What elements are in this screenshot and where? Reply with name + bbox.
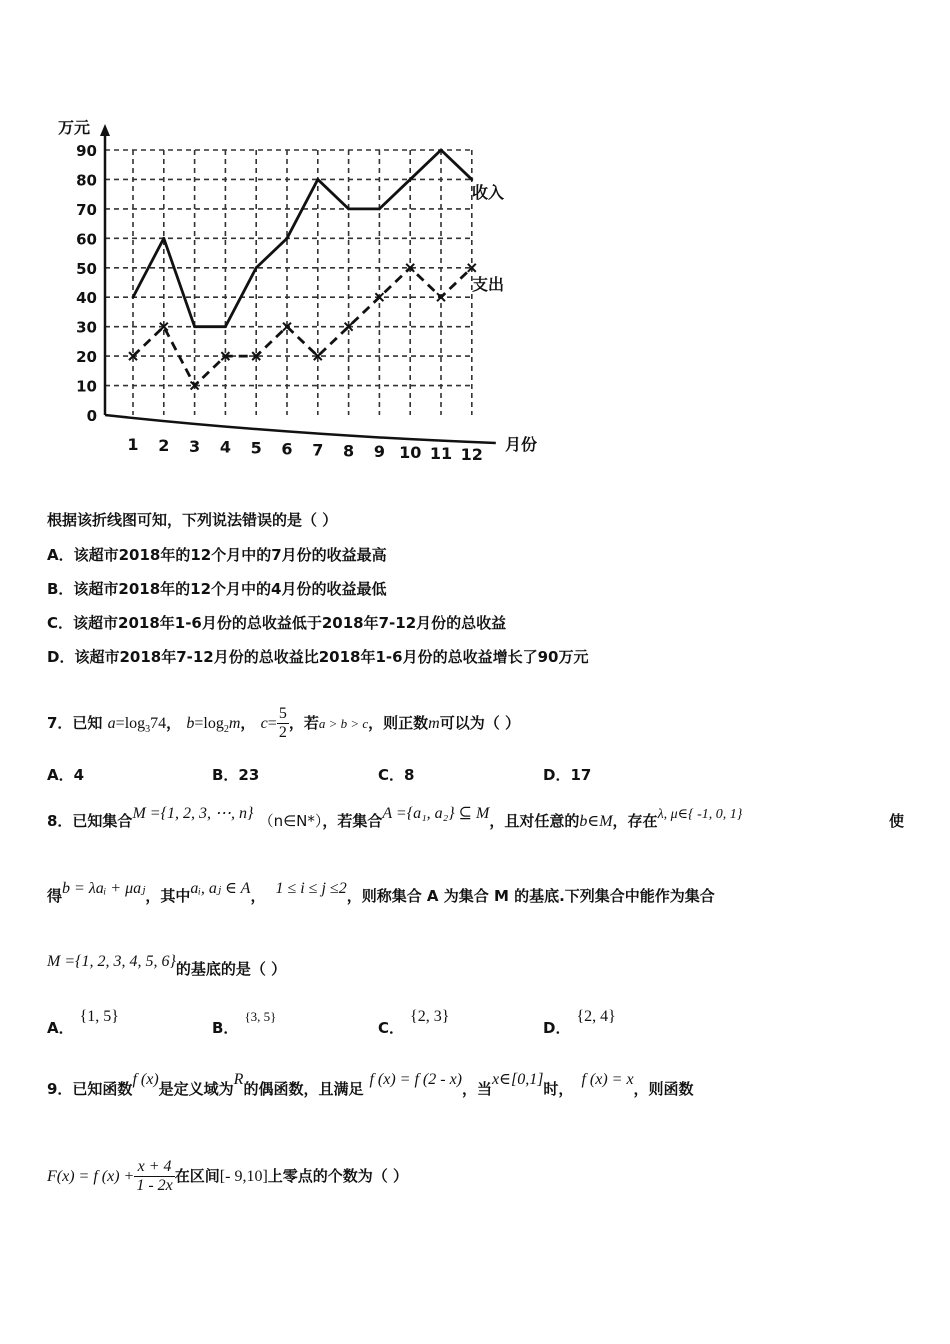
income-point (378, 207, 381, 210)
q8-line3: M ={1, 2, 3, 4, 5, 6}的基底的是（ ） (47, 953, 287, 978)
income-point (409, 178, 412, 181)
q8-option-b[interactable]: B．{3, 5} (212, 1009, 277, 1037)
y-tick-label: 70 (76, 200, 97, 219)
y-tick-label: 10 (76, 377, 97, 396)
x-tick-label: 8 (343, 441, 355, 461)
x-tick-label: 11 (429, 444, 453, 463)
income-point (347, 207, 350, 210)
y-axis-arrow-icon (100, 124, 110, 136)
y-tick-label: 80 (76, 171, 97, 190)
income-point (193, 325, 196, 328)
line-chart (40, 105, 550, 475)
x-tick-label: 10 (399, 443, 422, 463)
chart-ticks (76, 142, 483, 464)
income-point (162, 237, 165, 240)
x-tick-label: 6 (281, 439, 293, 459)
y-tick-label: 20 (76, 348, 97, 367)
q8-line1: 8．已知集合M ={1, 2, 3, ⋯, n} （n∈N*），若集合A ={a₁, a₂} ⊆ M，且对任意的b∈M，存在λ, μ∈{ -1, 0, 1} 使 (47, 805, 905, 830)
q6-option-d[interactable]: D．该超市2018年7-12月份的总收益比2018年1-6月份的总收益增长了90万元 (47, 648, 589, 666)
y-tick-label: 40 (76, 289, 97, 308)
q7-option-c[interactable]: C．8 (378, 766, 415, 784)
income-point (286, 237, 289, 240)
q8-option-a[interactable]: A．{1, 5} (47, 1008, 119, 1037)
q6-option-c[interactable]: C．该超市2018年1-6月份的总收益低于2018年7-12月份的总收益 (47, 614, 507, 632)
x-tick-label: 1 (127, 435, 139, 454)
y-tick-label: 0 (86, 407, 97, 425)
q6-option-a[interactable]: A．该超市2018年的12个月中的7月份的收益最高 (47, 546, 387, 564)
x-tick-label: 12 (460, 444, 483, 464)
x-tick-label: 3 (189, 436, 201, 456)
q7-option-a[interactable]: A．4 (47, 766, 85, 784)
q9-line1: 9．已知函数f (x)是定义域为R的偶函数，且满足f (x) = f (2 - x)，当x∈[0,1]时，f (x) = x，则函数 (47, 1071, 694, 1098)
chart-series (129, 149, 476, 390)
q6-stem: 根据该折线图可知，下列说法错误的是（ ） (47, 511, 338, 529)
q9-line2: F(x) = f (x) + $\frac{x + 4}{1 - 2x}$ 在区间[- 9,10]上零点的个数为（ ） (47, 1158, 408, 1194)
income-point (440, 149, 443, 152)
q8-line2: 得b = λaᵢ + μaⱼ，其中aᵢ, aⱼ ∈ A， 1 ≤ i ≤ j ≤2，则称集合 A 为集合 M 的基底.下列集合中能作为集合 (47, 880, 715, 905)
q8-option-d[interactable]: D．{2, 4} (543, 1008, 616, 1037)
q6-option-b[interactable]: B．该超市2018年的12个月中的4月份的收益最低 (47, 580, 387, 598)
q7-stem: 7．已知 $a=\log_374$， $b=\log_2m$， c= $\frac{5}{2}$ ，若a > b > c，则正数m可以为（ ） (47, 705, 520, 741)
income-point (316, 178, 319, 181)
x-tick-label: 9 (373, 442, 385, 462)
q8-option-c[interactable]: C．{2, 3} (378, 1008, 450, 1037)
x-tick-label: 4 (219, 437, 231, 457)
y-tick-label: 30 (76, 318, 97, 337)
y-tick-label: 60 (76, 230, 97, 249)
y-axis-label: 万元 (58, 118, 91, 137)
chart-axes (100, 124, 496, 443)
x-tick-label: 7 (312, 440, 324, 460)
chart-grid (105, 150, 474, 415)
income-point (255, 266, 258, 269)
x-tick-label: 2 (158, 435, 170, 455)
q7-option-d[interactable]: D．17 (543, 766, 592, 784)
x-tick-label: 5 (250, 438, 262, 458)
income-point (132, 296, 135, 299)
income-point (470, 178, 473, 181)
y-tick-label: 90 (76, 142, 97, 160)
legend-expense: 支出 (472, 275, 505, 294)
q7-option-b[interactable]: B．23 (212, 766, 260, 784)
y-tick-label: 50 (76, 259, 97, 278)
income-point (224, 325, 227, 328)
legend-income: 收入 (472, 183, 505, 202)
x-axis-label: 月份 (505, 435, 538, 454)
